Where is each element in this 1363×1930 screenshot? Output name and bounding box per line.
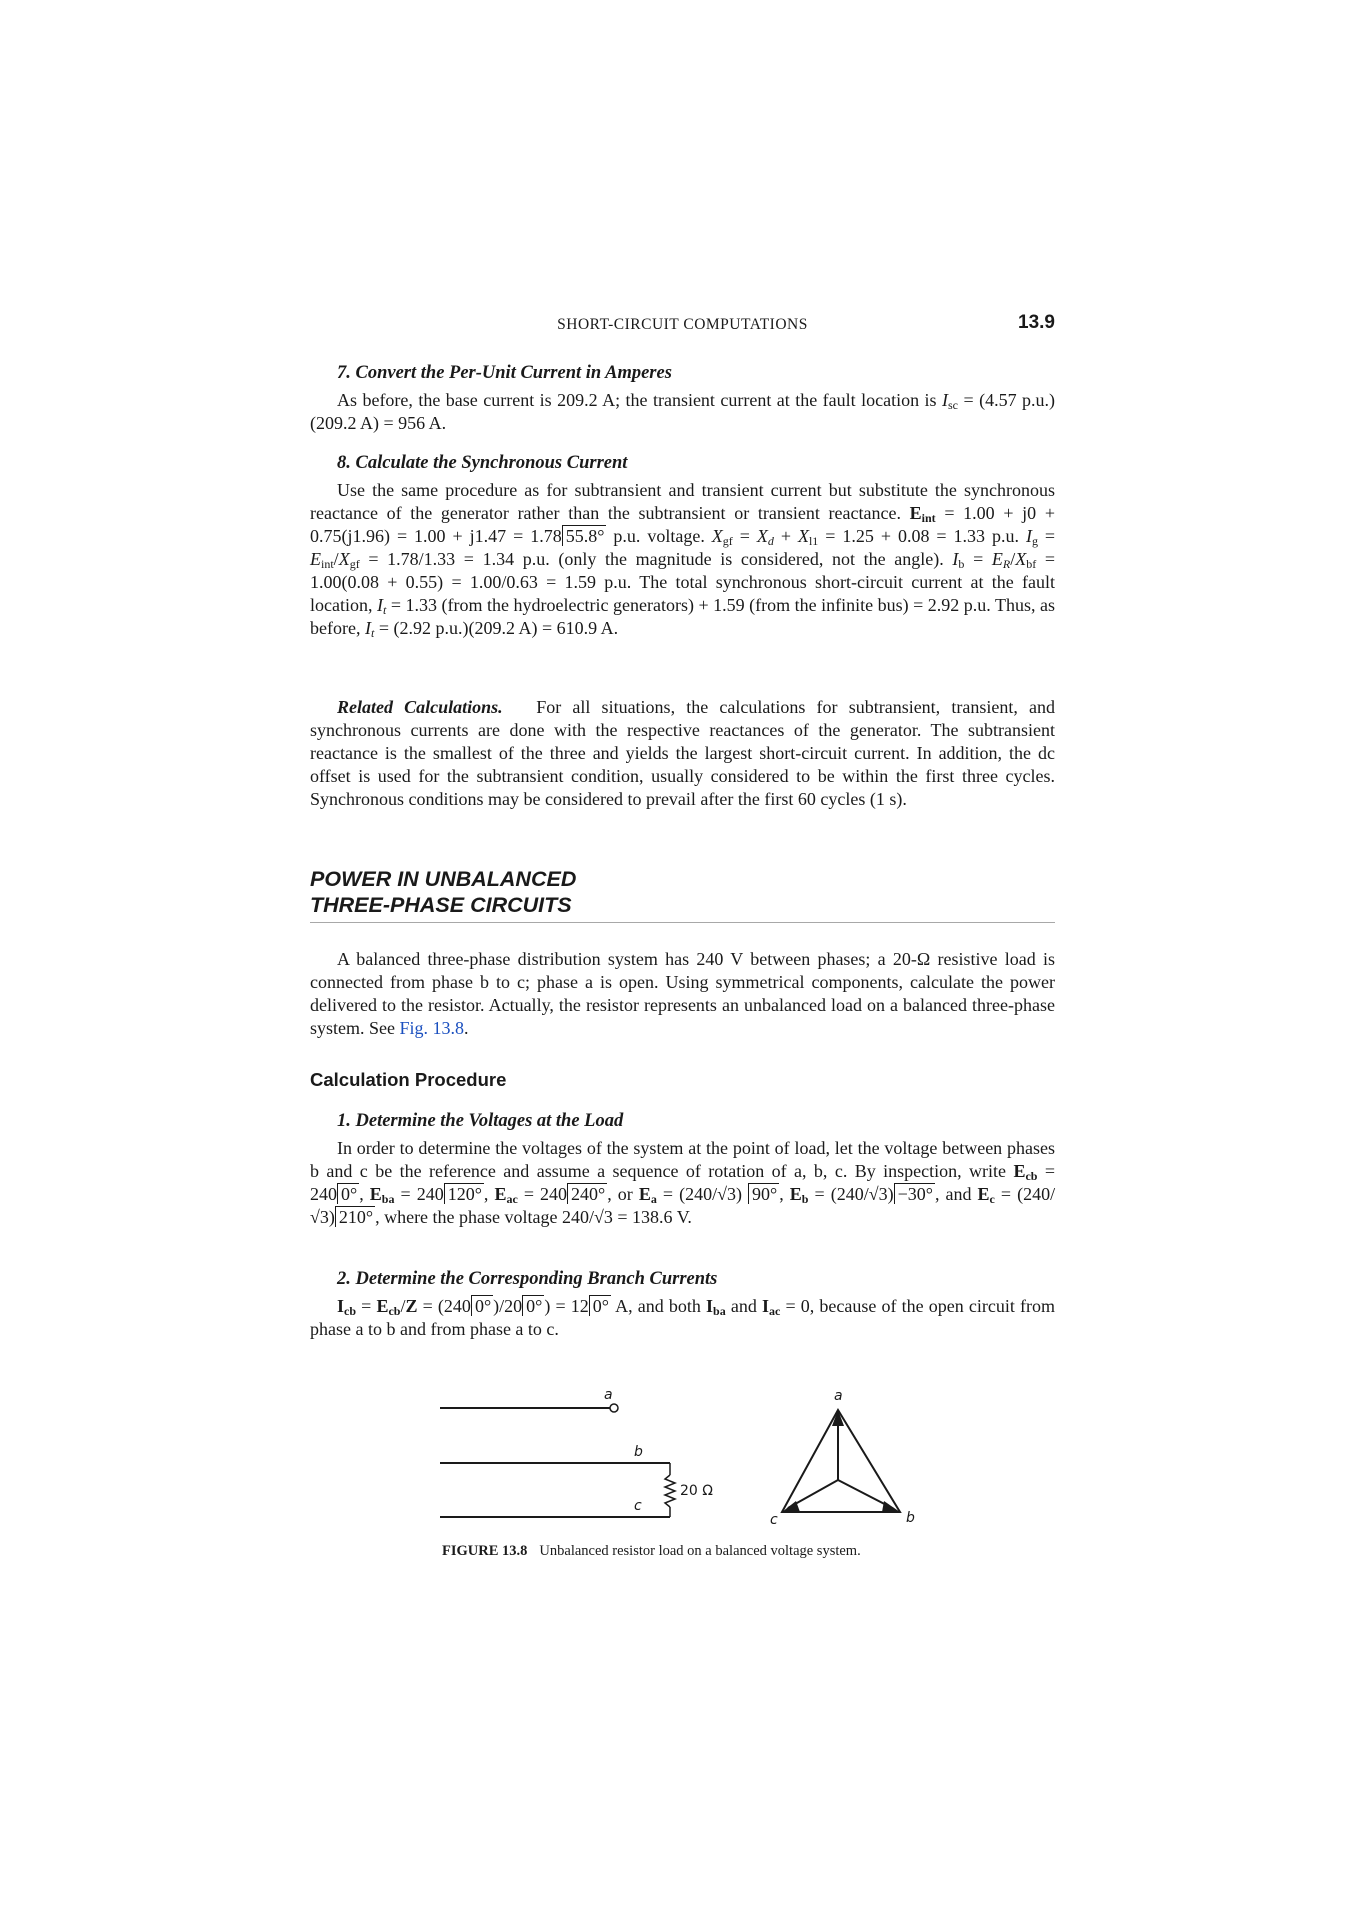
section-title: POWER IN UNBALANCED THREE-PHASE CIRCUITS (310, 866, 1055, 923)
section-heading (310, 866, 1055, 923)
figure-caption (442, 1543, 861, 1560)
page-number: 13.9 (1018, 312, 1055, 333)
calculation-procedure-heading (310, 1068, 1055, 1091)
section-intro-text: A balanced three-phase distribution system has 240 V between phases; a 20-Ω resistive load is connected from phase b to c; phase a is open. Using symmetrical components, calculate the power delivered to the resistor. Actually, the resistor represents an unbalanced load on a balanced three-phase system. See Fig. 13.8. (310, 949, 1055, 1038)
step-7-block (310, 362, 1055, 435)
running-title: SHORT-CIRCUIT COMPUTATIONS (557, 316, 808, 333)
procedure-step-1-heading: 1. Determine the Voltages at the Load (337, 1111, 624, 1131)
procedure-step-2 (310, 1268, 1055, 1341)
step-8-block (310, 452, 1055, 640)
label-b-right: b (906, 1510, 915, 1526)
procedure-step-2-heading: 2. Determine the Corresponding Branch Currents (337, 1269, 718, 1289)
figure-reference-link[interactable]: Fig. 13.8 (399, 1018, 465, 1038)
label-a-right: a (834, 1388, 843, 1404)
step-7-heading: 7. Convert the Per-Unit Current in Amperes (337, 363, 672, 383)
resistor-label: 20 Ω (680, 1483, 713, 1499)
step-7-text: As before, the base current is 209.2 A; the transient current at the fault location is $I_{sc} = (4.57$ p.u.)(209.2 A) = 956 A. (310, 390, 1056, 433)
label-a-left: a (604, 1387, 613, 1403)
procedure-step-1 (310, 1110, 1055, 1229)
label-c-right: c (770, 1512, 778, 1528)
figure-label: FIGURE 13.8 (442, 1543, 528, 1559)
procedure-step-1-text: In order to determine the voltages of the system at the point of load, let the voltage between phases b and c be the reference and assume a sequence of rotation of a, b, c. By inspection, write $E_{cb} = 240$ 0° , $E_{ba} = 240$ 120° , $E_{ac} = 240$ 240° , or $E_a = (240/√3)$ 90° , $E_b = (240/√3) -30^\circ$ , and $E_c = (240/√3)$ 210° , where the phase voltage 240/√3 = 138.6 V. (310, 1138, 1056, 1227)
related-calculations (310, 696, 1055, 811)
figure-caption-text: Unbalanced resistor load on a balanced voltage system. (539, 1543, 861, 1559)
figure-13-8 (310, 1380, 1055, 1566)
related-calculations-text: Related Calculations. For all situations, the calculations for subtransient, transient, and synchronous currents are done with the respective reactances of the generator. The subtransient reactance is the smallest of the three and yields the largest short-circuit current. In addition, the dc offset is used for the subtransient condition, usually considered to be within the first three cycles. Synchronous conditions may be considered to prevail after the first 60 cycles (1 s). (310, 697, 1056, 809)
resistor (665, 1475, 675, 1507)
label-b-left: b (634, 1444, 643, 1460)
running-header (310, 312, 1055, 340)
label-c-left: c (634, 1498, 642, 1514)
step-8-heading: 8. Calculate the Synchronous Current (337, 453, 628, 473)
circuit-diagram (310, 1380, 1055, 1540)
terminal-a (610, 1404, 618, 1412)
step-8-text: Use the same procedure as for subtransient and transient current but substitute the synchronous reactance of the generator rather than the subtransient or transient reactance. $E_{int} = 1.00 + j0 + 0.75(j1.96) = 1.00 + j1.47 = 1.78$ 55.8° p.u. voltage. $X_{gf} = X_d + X_{l1} = 1.25 + 0.08 = 1.33$ p.u. $I_g = E_{int}/X_{gf} = 1.78/1.33 = 1.34$ p.u. (only the magnitude is considered, not the angle). $I_b = E_R/X_{bf} = 1.00(0.08 + 0.55) = 1.00/0.63 = 1.59$ p.u. The total synchronous short-circuit current at the fault location, $I_t = 1.33$ (from the hydroelectric generators) + 1.59 (from the infinite bus) = 2.92 p.u. Thus, as before, $I_t = (2.92$ p.u.)(209.2 A) = 610.9 A. (310, 480, 1056, 640)
section-intro (310, 948, 1055, 1040)
procedure-step-2-text: $I_{cb} = E_{cb}/Z = (240$ 0° )/20 0° ) = 12 0° A, and both $I_{ba}$ and $I_{ac} = 0$, because of the open circuit from phase a to b and from phase a to c. (310, 1296, 1056, 1339)
calculation-procedure-title: Calculation Procedure (310, 1069, 507, 1090)
